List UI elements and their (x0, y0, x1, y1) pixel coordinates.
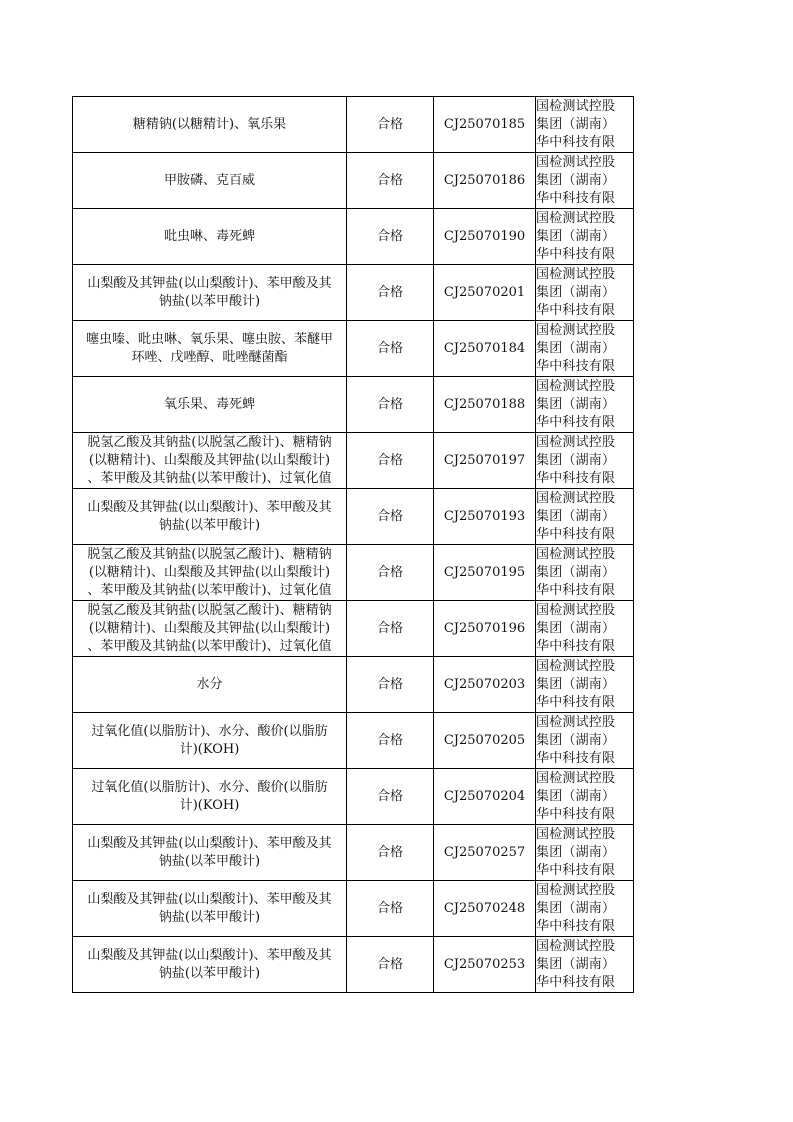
table-row (73, 769, 634, 825)
report-code-cell: CJ25070193 (434, 489, 536, 545)
report-code-cell: CJ25070203 (434, 657, 536, 713)
testing-org-line: 国检测试控股 (536, 210, 616, 226)
result-cell: 合格 (347, 769, 434, 825)
testing-org-line: 集团（湖南） (536, 452, 616, 468)
testing-org-line: 国检测试控股 (536, 882, 616, 898)
table-row (73, 601, 634, 657)
testing-org-line: 集团（湖南） (536, 172, 616, 188)
testing-org-line: 华中科技有限 (536, 638, 616, 654)
testing-org-line: 华中科技有限 (536, 190, 616, 206)
testing-org-line: 国检测试控股 (536, 826, 616, 842)
test-items-line: (以糖精计)、山梨酸及其钾盐(以山梨酸计) (88, 620, 331, 636)
test-items-line: 钠盐(以苯甲酸计) (158, 517, 261, 533)
test-items-cell (73, 601, 347, 657)
testing-org-line: 国检测试控股 (536, 322, 616, 338)
test-items-line: 山梨酸及其钾盐(以山梨酸计)、苯甲酸及其 (87, 835, 332, 851)
test-items-cell (73, 153, 347, 209)
testing-org-line: 集团（湖南） (536, 564, 616, 580)
report-code-cell: CJ25070185 (434, 97, 536, 153)
testing-org-line: 华中科技有限 (536, 694, 616, 710)
test-items-cell (73, 713, 347, 769)
testing-org-line: 集团（湖南） (536, 284, 616, 300)
test-items-line: 过氧化值(以脂肪计)、水分、酸价(以脂肪 (91, 779, 328, 795)
test-items-cell (73, 489, 347, 545)
testing-org-line: 华中科技有限 (536, 358, 616, 374)
test-items-cell (73, 321, 347, 377)
testing-org-line: 集团（湖南） (536, 788, 616, 804)
testing-org-cell (536, 265, 634, 321)
testing-org-cell (536, 153, 634, 209)
table-row (73, 881, 634, 937)
inspection-results-table (72, 96, 634, 993)
test-items-line: 山梨酸及其钾盐(以山梨酸计)、苯甲酸及其 (87, 891, 332, 907)
test-items-line: 钠盐(以苯甲酸计) (158, 965, 261, 981)
test-items-line: 钠盐(以苯甲酸计) (158, 853, 261, 869)
testing-org-cell (536, 489, 634, 545)
testing-org-line: 华中科技有限 (536, 246, 616, 262)
table-row (73, 825, 634, 881)
testing-org-line: 国检测试控股 (536, 938, 616, 954)
testing-org-line: 国检测试控股 (536, 602, 616, 618)
report-code-cell: CJ25070253 (434, 937, 536, 993)
result-cell: 合格 (347, 433, 434, 489)
test-items-line: 氧乐果、毒死蜱 (163, 396, 255, 412)
report-code-cell: CJ25070196 (434, 601, 536, 657)
test-items-cell (73, 377, 347, 433)
report-code-cell: CJ25070190 (434, 209, 536, 265)
table-row (73, 433, 634, 489)
testing-org-cell (536, 321, 634, 377)
test-items-cell (73, 545, 347, 601)
test-items-line: 脱氢乙酸及其钠盐(以脱氢乙酸计)、糖精钠 (87, 602, 332, 618)
test-items-line: 计)(KOH) (179, 797, 240, 813)
result-cell: 合格 (347, 825, 434, 881)
result-cell: 合格 (347, 657, 434, 713)
testing-org-cell (536, 881, 634, 937)
table-row (73, 657, 634, 713)
testing-org-line: 集团（湖南） (536, 620, 616, 636)
result-cell: 合格 (347, 601, 434, 657)
test-items-line: 计)(KOH) (179, 741, 240, 757)
report-code-cell: CJ25070204 (434, 769, 536, 825)
testing-org-cell (536, 601, 634, 657)
testing-org-cell (536, 713, 634, 769)
testing-org-cell (536, 97, 634, 153)
testing-org-line: 集团（湖南） (536, 228, 616, 244)
test-items-line: 噻虫嗪、吡虫啉、氧乐果、噻虫胺、苯醚甲 (85, 331, 333, 347)
testing-org-line: 国检测试控股 (536, 770, 616, 786)
test-items-line: 山梨酸及其钾盐(以山梨酸计)、苯甲酸及其 (87, 947, 332, 963)
testing-org-line: 华中科技有限 (536, 414, 616, 430)
testing-org-line: 国检测试控股 (536, 658, 616, 674)
report-code-cell: CJ25070195 (434, 545, 536, 601)
testing-org-line: 集团（湖南） (536, 340, 616, 356)
table-row (73, 97, 634, 153)
test-items-line: 、苯甲酸及其钠盐(以苯甲酸计)、过氧化值 (87, 638, 332, 654)
testing-org-line: 国检测试控股 (536, 378, 616, 394)
test-items-line: 钠盐(以苯甲酸计) (158, 909, 261, 925)
testing-org-cell (536, 377, 634, 433)
testing-org-line: 国检测试控股 (536, 490, 616, 506)
report-code-cell: CJ25070248 (434, 881, 536, 937)
report-code-cell: CJ25070186 (434, 153, 536, 209)
testing-org-cell (536, 825, 634, 881)
test-items-line: 甲胺磷、克百威 (163, 172, 255, 188)
testing-org-line: 国检测试控股 (536, 154, 616, 170)
testing-org-line: 华中科技有限 (536, 526, 616, 542)
test-items-cell (73, 97, 347, 153)
test-items-line: 吡虫啉、毒死蜱 (163, 228, 255, 244)
test-items-line: (以糖精计)、山梨酸及其钾盐(以山梨酸计) (88, 452, 331, 468)
testing-org-cell (536, 937, 634, 993)
report-code-cell: CJ25070257 (434, 825, 536, 881)
result-cell: 合格 (347, 377, 434, 433)
test-items-line: 过氧化值(以脂肪计)、水分、酸价(以脂肪 (91, 723, 328, 739)
testing-org-cell (536, 657, 634, 713)
table-row (73, 545, 634, 601)
test-items-cell (73, 881, 347, 937)
test-items-line: 脱氢乙酸及其钠盐(以脱氢乙酸计)、糖精钠 (87, 546, 332, 562)
testing-org-line: 国检测试控股 (536, 546, 616, 562)
testing-org-line: 集团（湖南） (536, 396, 616, 412)
testing-org-line: 华中科技有限 (536, 750, 616, 766)
report-code-cell: CJ25070184 (434, 321, 536, 377)
test-items-cell (73, 769, 347, 825)
testing-org-line: 国检测试控股 (536, 266, 616, 282)
testing-org-line: 集团（湖南） (536, 844, 616, 860)
test-items-cell (73, 209, 347, 265)
table-row (73, 377, 634, 433)
table-row (73, 153, 634, 209)
result-cell: 合格 (347, 937, 434, 993)
test-items-line: 、苯甲酸及其钠盐(以苯甲酸计)、过氧化值 (87, 582, 332, 598)
test-items-line: 脱氢乙酸及其钠盐(以脱氢乙酸计)、糖精钠 (87, 434, 332, 450)
table-row (73, 321, 634, 377)
test-items-cell (73, 937, 347, 993)
testing-org-line: 华中科技有限 (536, 974, 616, 990)
table-row (73, 713, 634, 769)
test-items-cell (73, 657, 347, 713)
table-row (73, 489, 634, 545)
test-items-line: 水分 (196, 676, 223, 692)
result-cell: 合格 (347, 265, 434, 321)
testing-org-line: 集团（湖南） (536, 900, 616, 916)
table-row (73, 937, 634, 993)
table-body (73, 97, 634, 993)
testing-org-line: 国检测试控股 (536, 434, 616, 450)
result-cell: 合格 (347, 209, 434, 265)
testing-org-line: 华中科技有限 (536, 918, 616, 934)
result-cell: 合格 (347, 881, 434, 937)
test-items-cell (73, 433, 347, 489)
report-code-cell: CJ25070205 (434, 713, 536, 769)
test-items-line: 钠盐(以苯甲酸计) (158, 293, 261, 309)
test-items-line: 环唑、戊唑醇、吡唑醚菌酯 (131, 349, 288, 365)
result-cell: 合格 (347, 153, 434, 209)
testing-org-line: 国检测试控股 (536, 714, 616, 730)
testing-org-cell (536, 769, 634, 825)
result-cell: 合格 (347, 97, 434, 153)
testing-org-line: 集团（湖南） (536, 676, 616, 692)
result-cell: 合格 (347, 321, 434, 377)
testing-org-line: 国检测试控股 (536, 98, 616, 114)
testing-org-line: 华中科技有限 (536, 582, 616, 598)
report-code-cell: CJ25070197 (434, 433, 536, 489)
test-items-line: (以糖精计)、山梨酸及其钾盐(以山梨酸计) (88, 564, 331, 580)
testing-org-line: 华中科技有限 (536, 134, 616, 150)
table-row (73, 209, 634, 265)
test-items-cell (73, 825, 347, 881)
testing-org-cell (536, 209, 634, 265)
result-cell: 合格 (347, 713, 434, 769)
result-cell: 合格 (347, 545, 434, 601)
testing-org-line: 华中科技有限 (536, 806, 616, 822)
testing-org-line: 华中科技有限 (536, 862, 616, 878)
testing-org-line: 华中科技有限 (536, 302, 616, 318)
test-items-line: 、苯甲酸及其钠盐(以苯甲酸计)、过氧化值 (87, 470, 332, 486)
testing-org-line: 集团（湖南） (536, 732, 616, 748)
testing-org-line: 华中科技有限 (536, 470, 616, 486)
test-items-line: 山梨酸及其钾盐(以山梨酸计)、苯甲酸及其 (87, 275, 332, 291)
table-row (73, 265, 634, 321)
testing-org-line: 集团（湖南） (536, 508, 616, 524)
test-items-line: 糖精钠(以糖精计)、氧乐果 (132, 116, 287, 132)
result-cell: 合格 (347, 489, 434, 545)
report-code-cell: CJ25070188 (434, 377, 536, 433)
testing-org-cell (536, 545, 634, 601)
report-code-cell: CJ25070201 (434, 265, 536, 321)
test-items-cell (73, 265, 347, 321)
test-items-line: 山梨酸及其钾盐(以山梨酸计)、苯甲酸及其 (87, 499, 332, 515)
testing-org-cell (536, 433, 634, 489)
testing-org-line: 集团（湖南） (536, 956, 616, 972)
testing-org-line: 集团（湖南） (536, 116, 616, 132)
